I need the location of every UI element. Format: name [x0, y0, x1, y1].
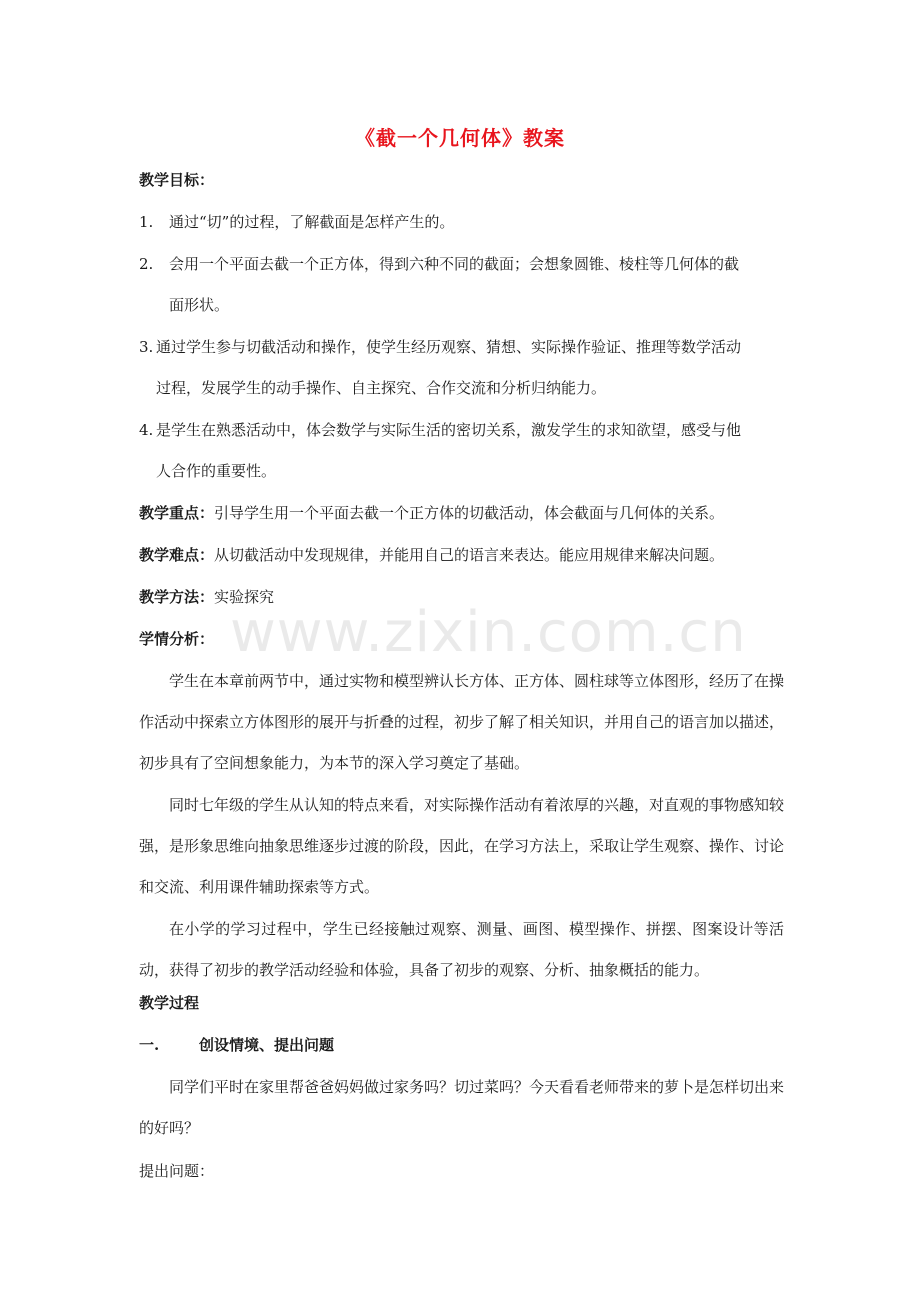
- objective-number: 1.: [139, 213, 154, 231]
- objective-text: 通过学生参与切截活动和操作，使学生经历观察、猜想、实际操作验证、推理等数学活动: [156, 338, 742, 356]
- objective-text-continued: 人合作的重要性。: [156, 462, 277, 480]
- objectives-heading: 教学目标：: [139, 171, 215, 189]
- objective-text: 是学生在熟悉活动中，体会数学与实际生活的密切关系，激发学生的求知欲望，感受与他: [156, 421, 742, 439]
- process-paragraph: 同学们平时在家里帮爸爸妈妈做过家务吗？切过菜吗？今天看看老师带来的萝卜是怎样切出来的好吗？: [139, 1078, 785, 1137]
- objective-number: 3.: [139, 338, 154, 356]
- question-label: 提出问题：: [139, 1162, 215, 1180]
- method-text: 实验探究: [214, 588, 275, 606]
- teaching-method: [139, 587, 784, 607]
- watermark: www.zixin.com.cn: [230, 600, 747, 665]
- analysis-paragraph-3: 在小学的学习过程中，学生已经接触过观察、测量、画图、模型操作、拼摆、图案设计等活动，获得了初步的教学活动经验和体验，具备了初步的观察、分析、抽象概括的能力。: [139, 920, 784, 979]
- method-label: 教学方法：: [139, 588, 215, 606]
- difficulties-text: 从切截活动中发现规律，并能用自己的语言来表达。能应用规律来解决问题。: [214, 546, 725, 564]
- process-heading: 教学过程: [139, 994, 200, 1012]
- section-number: 一.: [139, 1036, 160, 1054]
- objective-item-3: [139, 337, 784, 398]
- key-points-label: 教学重点：: [139, 504, 215, 522]
- difficulties-label: 教学难点：: [139, 546, 215, 564]
- section-1-heading: [139, 1035, 784, 1055]
- objective-number: 4.: [139, 421, 154, 439]
- document-body: [139, 170, 784, 1203]
- objective-text: 通过“切”的过程，了解截面是怎样产生的。: [169, 213, 455, 231]
- analysis-paragraph-1: 学生在本章前两节中，通过实物和模型辨认长方体、正方体、圆柱球等立体图形，经历了在操作活动中探索立方体图形的展开与折叠的过程，初步了解了相关知识，并用自己的语言加以描述，初步具有了空间想象能力，为本节的深入学习奠定了基础。: [139, 672, 785, 772]
- objective-text-continued: 面形状。: [169, 296, 230, 314]
- objective-item-4: [139, 420, 784, 481]
- analysis-paragraph-2: 同时七年级的学生从认知的特点来看，对实际操作活动有着浓厚的兴趣，对直观的事物感知较强，是形象思维向抽象思维逐步过渡的阶段，因此，在学习方法上，采取让学生观察、操作、讨论和交流、利用课件辅助探索等方式。: [139, 796, 785, 896]
- analysis-heading: 学情分析：: [139, 630, 215, 648]
- objective-item-1: [139, 212, 784, 232]
- objective-text-continued: 过程，发展学生的动手操作、自主探究、合作交流和分析归纳能力。: [156, 379, 607, 397]
- difficulties: [139, 545, 784, 565]
- key-points-text: 引导学生用一个平面去截一个正方体的切截活动，体会截面与几何体的关系。: [214, 504, 725, 522]
- key-points: [139, 503, 784, 523]
- objective-text: 会用一个平面去截一个正方体，得到六种不同的截面；会想象圆锥、棱柱等几何体的截: [169, 255, 740, 273]
- objective-number: 2.: [139, 255, 154, 273]
- section-title: 创设情境、提出问题: [199, 1036, 335, 1054]
- page-title: 《截一个几何体》教案: [355, 126, 565, 150]
- objective-item-2: [139, 254, 784, 315]
